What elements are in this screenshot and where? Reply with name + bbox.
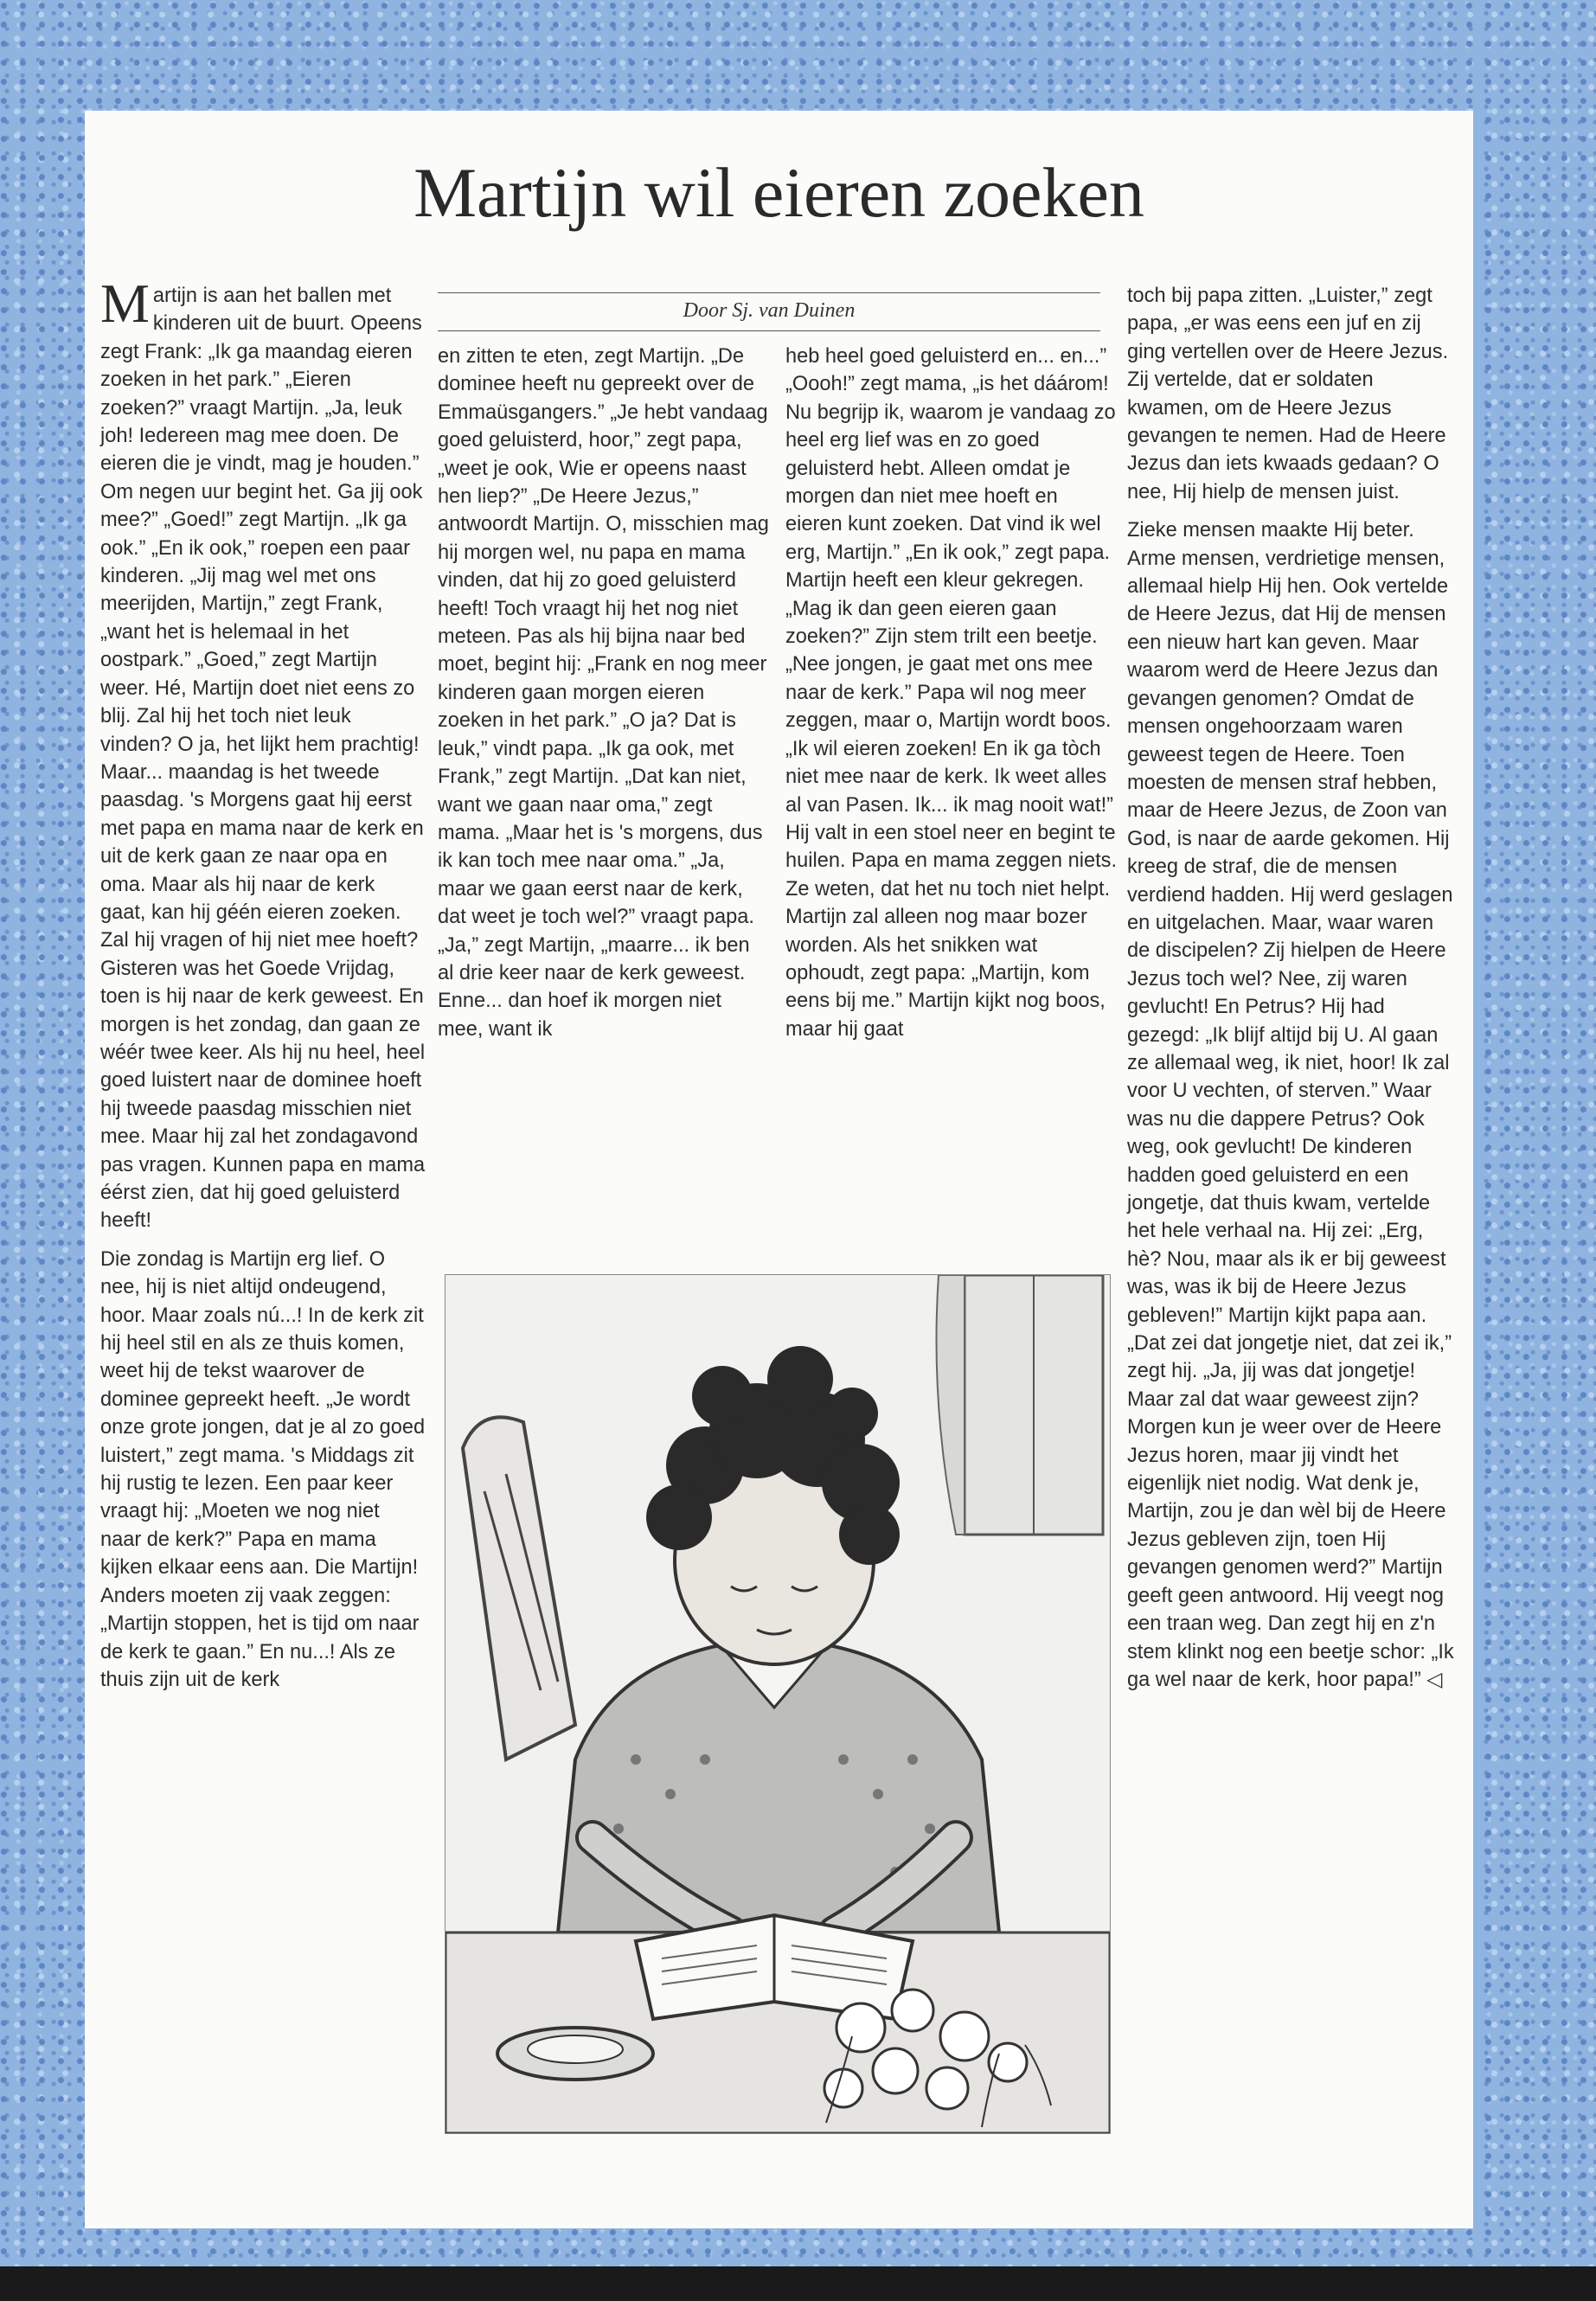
byline-box — [438, 292, 1100, 332]
text-column-4 — [1127, 282, 1460, 1704]
paragraph: Die zondag is Martijn erg lief. O nee, hij is niet altijd ondeugend, hoor. Maar zoals nú...! In de kerk zit hij heel stil en als ze thuis komen, weet hij de tekst waarover de dominee gepreekt heeft. „Je wordt onze grote jongen, dat je al zo goed luistert,” zegt mama. 's Middags zit hij rustig te lezen. Een paar keer vraagt hij: „Moeten we nog niet naar de kerk?” Papa en mama kijken elkaar eens aan. Die Martijn! Anders moeten zij vaak zeggen: „Martijn stoppen, het is tijd om naar de kerk te gaan.” En nu...! Als ze thuis zijn uit de kerk — [100, 1247, 426, 1691]
bottom-edge — [0, 2266, 1596, 2301]
text-column-2 — [438, 343, 771, 1054]
paragraph-text: artijn is aan het ballen met kinderen uit de buurt. Opeens zegt Frank: „Ik ga maandag eieren zoeken in het park.” „Eieren zoeken?” vraagt Martijn. „Ja, leuk joh! Iedereen mag mee doen. De eieren die je vindt, mag je houden.” Om negen uur begint het. Ga jij ook mee?” „Goed!” zegt Martijn. „Ik ga ook.” „En ik ook,” roepen een paar kinderen. „Jij mag wel met ons meerijden, Martijn,” zegt Frank, „want het is helemaal in het oostpark.” „Goed,” zegt Martijn weer. Hé, Martijn doet niet eens zo blij. Zal hij het toch niet leuk vinden? O ja, het lijkt hem prachtig! Maar... maandag is het tweede paasdag. 's Morgens gaat hij eerst met papa en mama naar de kerk en uit de kerk gaan ze naar opa en oma. Maar als hij naar de kerk gaat, kan hij géén eieren zoeken. Zal hij vragen of hij niet mee hoeft? Gisteren was het Goede Vrijdag, toen is hij naar de kerk geweest. En morgen is het zondag, dan gaan ze wéér twee keer. Als hij nu heel, heel goed luistert naar de dominee hoeft hij tweede paasdag misschien niet mee. Maar hij zal het zondagavond pas vragen. Kunnen papa en mama éérst zien, dat hij goed geluisterd heeft! — [100, 285, 426, 1233]
paragraph: toch bij papa zitten. „Luister,” zegt papa, „er was eens een juf en zij ging vertellen over de Heere Jezus. Zij vertelde, dat er soldaten kwamen, om de Heere Jezus gevangen te nemen. Had de Heere Jezus dan iets kwaads gedaan? O nee, Hij hielp de mensen juist. — [1127, 285, 1449, 503]
illustration-boy-reading — [445, 1274, 1111, 2134]
paragraph: en zitten te eten, zegt Martijn. „De dominee heeft nu gepreekt over de Emmaüsgangers.” „Je hebt vandaag goed geluisterd, hoor,” zegt papa, „weet je ook, Wie er opeens naast hen liep?” „De Heere Jezus,” antwoordt Martijn. O, misschien mag hij morgen wel, nu papa en mama vinden, dat hij zo goed geluisterd heeft! Toch vraagt hij het nog niet meteen. Pas als hij bijna naar bed moet, begint hij: „Frank en nog meer kinderen gaan morgen eieren zoeken in het park.” „O ja? Dat is leuk,” vindt papa. „Ik ga ook, met Frank,” zegt Martijn. „Dat kan niet, want we gaan naar oma,” zegt mama. „Maar het is 's morgens, dus ik kan toch mee naar oma.” „Ja, maar we gaan eerst naar de kerk, dat weet je toch wel?” vraagt papa. „Ja,” zegt Martijn, „maarre... ik ben al drie keer naar de kerk geweest. Enne... dan hoef ik morgen niet mee, want ik — [438, 345, 769, 1041]
byline: Door Sj. van Duinen — [683, 299, 856, 322]
paragraph: Zieke mensen maakte Hij beter. Arme mensen, verdrietige mensen, allemaal hielp Hij hen. Ook vertelde de Heere Jezus, dat Hij de mensen een nieuw hart kan geven. Maar waarom werd de Heere Jezus dan gevangen genomen? Omdat de mensen ongehoorzaam waren geweest tegen de Heere. Toen moesten de mensen straf hebben, maar de Heere Jezus, de Zoon van God, is naar de aarde gekomen. Hij kreeg de straf, die de mensen verdiend hadden. Hij werd geslagen en uitgelachen. Maar, waar waren de discipelen? Zij hielpen de Heere Jezus toch wel? Nee, zij waren gevlucht! En Petrus? Hij had gezegd: „Ik blijf altijd bij U. Al gaan ze allemaal weg, ik niet, hoor! Ik zal voor U vechten, of sterven.” Waar was nu die dappere Petrus? Ook weg, ook gevlucht! De kinderen hadden goed geluisterd en een jongetje, dat thuis kwam, vertelde het hele verhaal na. Hij zei: „Erg, hè? Nou, maar als ik er bij geweest was, was ik bij de Heere Jezus gebleven!” Martijn kijkt papa aan. „Dat zei dat jongetje niet, dat zei ik,” zegt hij. „Ja, jij was dat jongetje! Maar zal dat waar geweest zijn? Morgen kun je weer over de Heere Jezus horen, maar jij vindt het eigenlijk niet nodig. Wat denk je, Martijn, zou je dan wèl bij de Heere Jezus gebleven zijn, toen Hij gevangen genomen werd?” Martijn geeft geen antwoord. Hij veegt nog een traan weg. Dan zegt hij en z'n stem klinkt nog een beetje schor: „Ik ga wel naar de kerk, hoor papa!” ◁ — [1127, 519, 1454, 1691]
article-title: Martijn wil eieren zoeken — [413, 153, 1144, 232]
magazine-page — [85, 111, 1473, 2228]
text-column-3 — [785, 343, 1118, 1054]
paragraph — [100, 272, 426, 1235]
drop-cap: M — [100, 272, 150, 334]
boy-reading-drawing — [445, 1275, 1110, 2133]
text-column-1 — [100, 272, 426, 1704]
paragraph: heb heel goed geluisterd en... en...” „Oooh!” zegt mama, „is het dáárom! Nu begrijp ik, waarom je vandaag zo heel erg lief was en zo goed geluisterd hebt. Alleen omdat je morgen dan niet mee hoeft en eieren kunt zoeken. Dat vind ik wel erg, Martijn.” „En ik ook,” zegt papa. Martijn heeft een kleur gekregen. „Mag ik dan geen eieren gaan zoeken?” Zijn stem trilt een beetje. „Nee jongen, je gaat met ons mee naar de kerk.” Papa wil nog meer zeggen, maar o, Martijn wordt boos. „Ik wil eieren zoeken! En ik ga tòch niet mee naar de kerk. Ik weet alles al van Pasen. Ik... ik mag nooit wat!” Hij valt in een stoel neer en begint te huilen. Papa en mama zeggen niets. Ze weten, dat het nu toch niet helpt. Martijn zal alleen nog maar bozer worden. Als het snikken wat ophoudt, zegt papa: „Martijn, kom eens bij me.” Martijn kijkt nog boos, maar hij gaat — [785, 345, 1117, 1041]
divider — [438, 292, 1100, 293]
divider — [438, 330, 1100, 331]
